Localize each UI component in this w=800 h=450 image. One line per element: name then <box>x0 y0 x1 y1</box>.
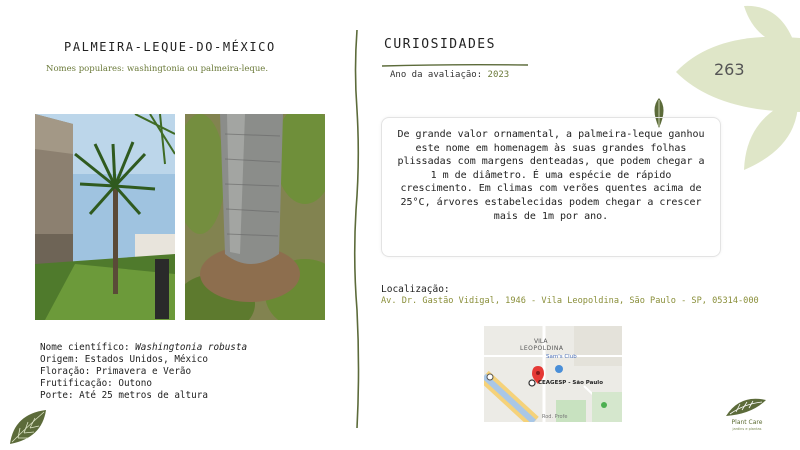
location-address: Av. Dr. Gastão Vidigal, 1946 - Vila Leopoldina, São Paulo - SP, 05314-000 <box>381 296 759 306</box>
plant-title: PALMEIRA-LEQUE-DO-MÉXICO <box>64 40 276 54</box>
card-number: 263 <box>714 60 745 79</box>
map-district-label-2: LEOPOLDINA <box>520 345 564 352</box>
location-label: Localização: <box>381 284 450 295</box>
flowering: Floração: Primavera e Verão <box>40 366 192 377</box>
map-marker-label: CEAGESP - São Paulo <box>538 380 603 386</box>
vine-divider <box>352 30 362 428</box>
scientific-name-label: Nome científico: <box>40 342 136 353</box>
map-poi-label: Sam's Club <box>546 354 577 360</box>
year-label: Ano da avaliação: <box>390 70 488 80</box>
trunk-photo <box>185 114 325 320</box>
fruiting: Frutificação: Outono <box>40 378 152 389</box>
curiosities-title: CURIOSIDADES <box>384 37 496 52</box>
map-district-label-1: VILA <box>534 338 548 345</box>
plant-facts <box>40 342 247 402</box>
popular-names: Nomes populares: washingtonia ou palmeira-leque. <box>46 64 269 74</box>
leaf-icon <box>742 96 800 172</box>
leaf-icon <box>742 4 798 50</box>
evaluation-year <box>390 70 509 80</box>
scientific-name-row <box>40 342 247 354</box>
location-map[interactable] <box>484 326 622 422</box>
map-road-label: Rod. Profe <box>542 414 568 420</box>
scientific-name: Washingtonia robusta <box>135 342 248 353</box>
palm-tree-photo <box>35 114 175 320</box>
logo-name: Plant Care <box>731 419 763 426</box>
curiosity-textbox <box>381 117 721 257</box>
size: Porte: Até 25 metros de altura <box>40 390 208 401</box>
logo-tagline: jardins e plantas <box>732 427 762 431</box>
leaf-icon <box>8 408 48 446</box>
origin: Origem: Estados Unidos, México <box>40 354 208 365</box>
curiosity-text: De grande valor ornamental, a palmeira-leque ganhou este nome em homenagem às suas grandes folhas plissadas com margens denteadas, que podem chegar a 1 m de diâmetro. É uma espécie de rápido crescimento. Em climas com verões quentes acima de 25°C, árvores estabelecidas podem chegar a crescer mais de 1m por ano. <box>397 129 705 222</box>
title-underline <box>382 54 528 60</box>
plant-care-logo <box>722 392 772 432</box>
year-value: 2023 <box>487 70 510 80</box>
